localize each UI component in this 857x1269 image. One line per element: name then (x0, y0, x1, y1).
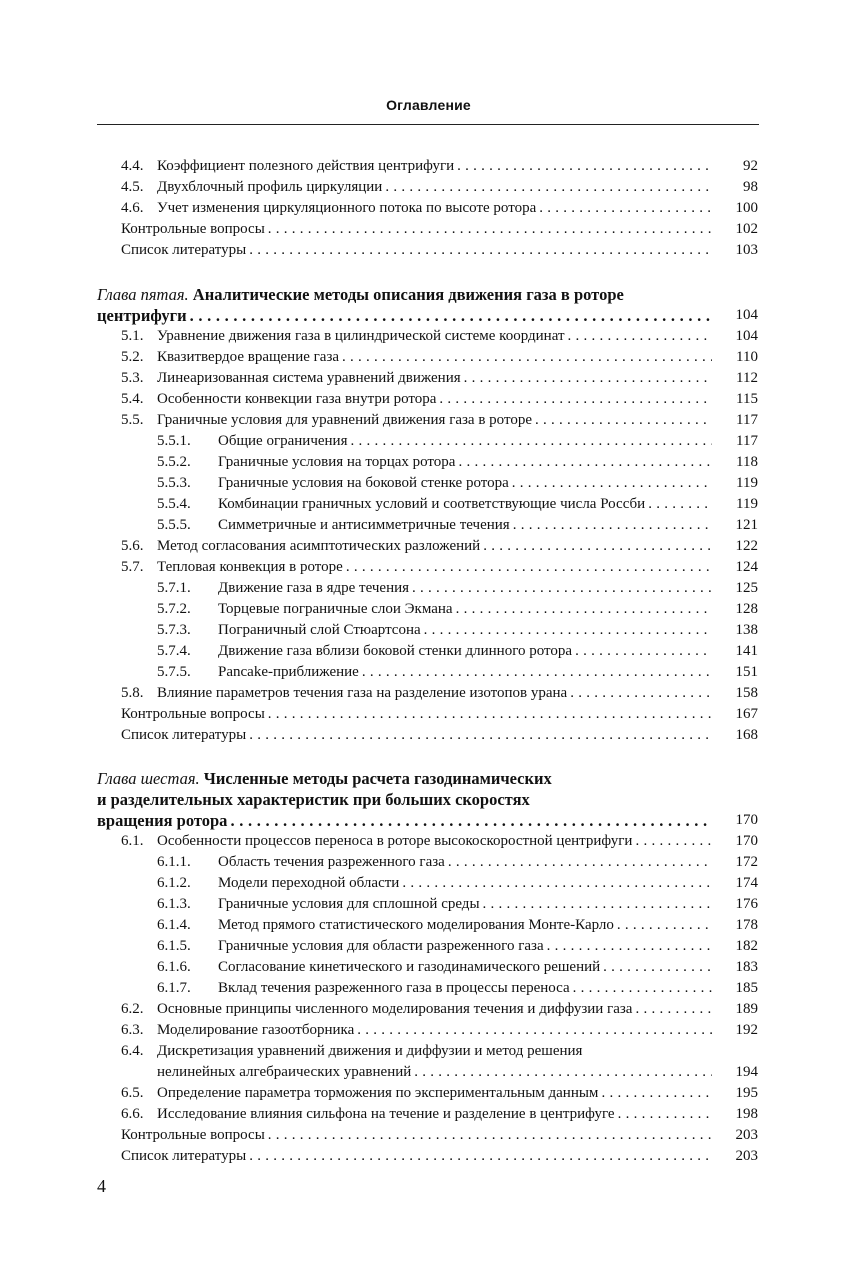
entry-title: Моделирование газоотборника (157, 1022, 355, 1038)
leader-dots (464, 368, 712, 389)
header-title: Оглавление (386, 97, 471, 113)
toc-entry-line (121, 536, 716, 557)
chapter-title-line (97, 789, 530, 810)
chapter-title: центрифуги (97, 306, 187, 325)
entry-page: 115 (736, 391, 758, 407)
entry-title: Исследование влияния сильфона на течение и разделение в центрифуге (157, 1106, 615, 1122)
entry-page: 117 (736, 433, 758, 449)
entry-number: 6.1.3. (157, 896, 191, 912)
entry-page: 172 (735, 854, 758, 870)
leader-dots (412, 578, 712, 599)
entry-page: 176 (735, 896, 758, 912)
entry-page: 103 (735, 242, 758, 258)
toc-entry-line (121, 831, 716, 852)
entry-number: 5.7.5. (157, 664, 191, 680)
entry-page: 110 (736, 349, 758, 365)
entry-page: 102 (735, 221, 758, 237)
toc-entry-line (157, 894, 716, 915)
leader-dots (439, 389, 712, 410)
entry-number: 5.5.1. (157, 433, 191, 449)
leader-dots (535, 410, 712, 431)
entry-page: 141 (735, 643, 758, 659)
leader-dots (357, 1020, 712, 1041)
entry-number: 5.5.5. (157, 517, 191, 533)
entry-page: 104 (735, 328, 758, 344)
chapter-title-line (97, 305, 716, 326)
entry-title: Область течения разреженного газа (218, 854, 445, 870)
leader-dots (618, 1104, 712, 1125)
entry-title: Общие ограничения (218, 433, 348, 449)
toc-entry-line (121, 368, 716, 389)
entry-title: Учет изменения циркуляционного потока по высоте ротора (157, 200, 537, 216)
entry-page: 203 (735, 1127, 758, 1143)
entry-page: 118 (736, 454, 758, 470)
chapter-title: Аналитические методы описания движения газа в роторе (192, 285, 624, 304)
leader-dots (448, 852, 712, 873)
leader-dots (249, 1146, 712, 1167)
toc-entry-line (157, 473, 716, 494)
toc-entry-line (121, 1020, 716, 1041)
entry-number: 5.7.1. (157, 580, 191, 596)
toc-entry-line (121, 1125, 716, 1146)
leader-dots (575, 641, 712, 662)
entry-number: 5.5.2. (157, 454, 191, 470)
toc-entry-line (157, 452, 716, 473)
entry-page: 170 (735, 833, 758, 849)
entry-page: 117 (736, 412, 758, 428)
leader-dots (362, 662, 712, 683)
leader-dots (601, 1083, 712, 1104)
chapter-title: вращения ротора (97, 811, 228, 830)
entry-number: 5.4. (121, 391, 144, 407)
entry-title: Граничные условия для сплошной среды (218, 896, 480, 912)
toc-entry-line (121, 1146, 716, 1167)
entry-title: Особенности конвекции газа внутри ротора (157, 391, 437, 407)
toc-entry-line (121, 326, 716, 347)
toc-entry-line (121, 389, 716, 410)
entry-title: Согласование кинетического и газодинамического решений (218, 959, 601, 975)
leader-dots (512, 473, 712, 494)
entry-number: 5.5. (121, 412, 144, 428)
entry-title: Граничные условия на торцах ротора (218, 454, 456, 470)
entry-page: 192 (735, 1022, 758, 1038)
leader-dots (635, 999, 712, 1020)
toc-entry-line (121, 1041, 716, 1062)
entry-title: Комбинации граничных условий и соответствующие числа Россби (218, 496, 646, 512)
chapter-title: и разделительных характеристик при больших скоростях (97, 790, 530, 809)
leader-dots (513, 515, 712, 536)
entry-page: 128 (735, 601, 758, 617)
toc-entry-line (157, 599, 716, 620)
entry-number: 5.3. (121, 370, 144, 386)
entry-title: Пограничный слой Стюартсона (218, 622, 421, 638)
leader-dots (190, 305, 712, 326)
toc-entry-line (157, 431, 716, 452)
toc-entry-line (121, 683, 716, 704)
leader-dots (249, 240, 712, 261)
entry-number: 4.5. (121, 179, 144, 195)
entry-number: 5.7.2. (157, 601, 191, 617)
toc-entry-line (157, 936, 716, 957)
entry-title: Определение параметра торможения по экспериментальным данным (157, 1085, 599, 1101)
entry-title: Список литературы (121, 727, 247, 743)
chapter-label: Глава пятая. (97, 285, 189, 304)
toc-entry-line (121, 1083, 716, 1104)
toc-entry-line (121, 219, 716, 240)
leader-dots (424, 620, 712, 641)
leader-dots (457, 156, 712, 177)
toc-entry-line (157, 1062, 716, 1083)
entry-title: Линеаризованная система уравнений движения (157, 370, 461, 386)
entry-number: 4.4. (121, 158, 144, 174)
chapter-page: 104 (735, 307, 758, 323)
entry-title: Квазитвердое вращение газа (157, 349, 340, 365)
toc-entry-line (121, 704, 716, 725)
entry-page: 100 (735, 200, 758, 216)
entry-title: Движение газа вблизи боковой стенки длинного ротора (218, 643, 573, 659)
leader-dots (648, 494, 712, 515)
toc-entry-line (121, 999, 716, 1020)
leader-dots (342, 347, 712, 368)
entry-title: Контрольные вопросы (121, 1127, 265, 1143)
entry-title: Контрольные вопросы (121, 221, 265, 237)
entry-title: Основные принципы численного моделирования течения и диффузии газа (157, 1001, 633, 1017)
entry-number: 5.7. (121, 559, 144, 575)
toc-entry-line (121, 240, 716, 261)
toc-entry-line (157, 978, 716, 999)
entry-number: 6.1.6. (157, 959, 191, 975)
entry-page: 158 (735, 685, 758, 701)
leader-dots (539, 198, 712, 219)
chapter-label: Глава шестая. (97, 769, 200, 788)
entry-title: Тепловая конвекция в роторе (157, 559, 343, 575)
chapter-title: Численные методы расчета газодинамических (203, 769, 552, 788)
entry-number: 6.6. (121, 1106, 144, 1122)
entry-title: Коэффициент полезного действия центрифуги (157, 158, 455, 174)
entry-title: Симметричные и антисимметричные течения (218, 517, 510, 533)
toc-entry-line (121, 1104, 716, 1125)
entry-number: 5.6. (121, 538, 144, 554)
entry-page: 198 (735, 1106, 758, 1122)
toc-entry-line (157, 641, 716, 662)
leader-dots (402, 873, 712, 894)
toc-entry-line (157, 957, 716, 978)
entry-page: 168 (735, 727, 758, 743)
entry-page: 138 (735, 622, 758, 638)
entry-title: Метод согласования асимптотических разложений (157, 538, 481, 554)
toc-entry-line (121, 198, 716, 219)
entry-number: 5.1. (121, 328, 144, 344)
entry-number: 6.3. (121, 1022, 144, 1038)
entry-title: Движение газа в ядре течения (218, 580, 410, 596)
entry-number: 6.2. (121, 1001, 144, 1017)
header-rule (97, 124, 759, 125)
entry-title: Дискретизация уравнений движения и диффузии и метод решения (157, 1043, 583, 1059)
entry-title: Контрольные вопросы (121, 706, 265, 722)
leader-dots (573, 978, 712, 999)
toc-entry-line (157, 620, 716, 641)
toc-entry-line (121, 725, 716, 746)
toc-entry-line (157, 852, 716, 873)
toc-entry-line (157, 662, 716, 683)
entry-title: Торцевые пограничные слои Экмана (218, 601, 453, 617)
toc-entry-line (157, 915, 716, 936)
leader-dots (268, 1125, 712, 1146)
entry-number: 5.5.3. (157, 475, 191, 491)
toc-entry-line (157, 515, 716, 536)
toc-entry-line (121, 347, 716, 368)
entry-page: 178 (735, 917, 758, 933)
leader-dots (414, 1062, 712, 1083)
entry-page: 185 (735, 980, 758, 996)
entry-page: 194 (735, 1064, 758, 1080)
entry-page: 122 (735, 538, 758, 554)
chapter-title-line (97, 768, 552, 789)
entry-page: 174 (735, 875, 758, 891)
leader-dots (456, 599, 712, 620)
leader-dots (458, 452, 712, 473)
toc-entry-line (157, 578, 716, 599)
chapter-page: 170 (735, 812, 758, 828)
page-number: 4 (97, 1176, 106, 1196)
entry-title: Список литературы (121, 242, 247, 258)
entry-title: Граничные условия для области разреженного газа (218, 938, 544, 954)
leader-dots (568, 326, 712, 347)
leader-dots (268, 704, 712, 725)
entry-page: 151 (735, 664, 758, 680)
entry-number: 6.1. (121, 833, 144, 849)
entry-page: 124 (735, 559, 758, 575)
toc-entry-line (121, 177, 716, 198)
toc-entry-line (121, 156, 716, 177)
toc-entry-line (157, 873, 716, 894)
leader-dots (385, 177, 712, 198)
entry-number: 6.1.2. (157, 875, 191, 891)
entry-number: 6.5. (121, 1085, 144, 1101)
entry-number: 5.8. (121, 685, 144, 701)
toc-entry-line (157, 494, 716, 515)
entry-number: 5.2. (121, 349, 144, 365)
leader-dots (350, 431, 712, 452)
entry-title: Модели переходной области (218, 875, 400, 891)
leader-dots (346, 557, 712, 578)
chapter-title-line (97, 284, 624, 305)
entry-page: 119 (736, 496, 758, 512)
entry-number: 6.1.1. (157, 854, 191, 870)
entry-title: Метод прямого статистического моделирования Монте-Карло (218, 917, 614, 933)
entry-page: 125 (735, 580, 758, 596)
leader-dots (230, 810, 712, 831)
entry-number: 6.1.4. (157, 917, 191, 933)
entry-title: Влияние параметров течения газа на разделение изотопов урана (157, 685, 568, 701)
entry-number: 6.1.5. (157, 938, 191, 954)
entry-number: 4.6. (121, 200, 144, 216)
leader-dots (547, 936, 712, 957)
entry-title: Уравнение движения газа в цилиндрической системе координат (157, 328, 565, 344)
entry-page: 119 (736, 475, 758, 491)
entry-page: 92 (743, 158, 758, 174)
entry-page: 121 (735, 517, 758, 533)
entry-title: Особенности процессов переноса в роторе высокоскоростной центрифуги (157, 833, 633, 849)
entry-title: Двухблочный профиль циркуляции (157, 179, 383, 195)
toc-entry-line (121, 557, 716, 578)
entry-number: 6.4. (121, 1043, 144, 1059)
chapter-title-line (97, 810, 716, 831)
entry-page: 189 (735, 1001, 758, 1017)
leader-dots (603, 957, 712, 978)
entry-page: 182 (735, 938, 758, 954)
leader-dots (483, 536, 712, 557)
entry-title: Граничные условия для уравнений движения газа в роторе (157, 412, 532, 428)
entry-number: 5.7.4. (157, 643, 191, 659)
entry-page: 98 (743, 179, 758, 195)
leader-dots (483, 894, 712, 915)
toc-entry-line (121, 410, 716, 431)
entry-title: Список литературы (121, 1148, 247, 1164)
entry-title: Граничные условия на боковой стенке ротора (218, 475, 509, 491)
entry-number: 5.7.3. (157, 622, 191, 638)
leader-dots (635, 831, 712, 852)
leader-dots (617, 915, 712, 936)
leader-dots (268, 219, 712, 240)
entry-page: 112 (736, 370, 758, 386)
entry-number: 6.1.7. (157, 980, 191, 996)
entry-title: Вклад течения разреженного газа в процессы переноса (218, 980, 570, 996)
entry-title: Pancake-приближение (218, 664, 359, 680)
entry-number: 5.5.4. (157, 496, 191, 512)
leader-dots (249, 725, 712, 746)
entry-page: 203 (735, 1148, 758, 1164)
entry-title-continued: нелинейных алгебраических уравнений (157, 1064, 412, 1080)
entry-page: 183 (735, 959, 758, 975)
entry-page: 195 (735, 1085, 758, 1101)
entry-page: 167 (735, 706, 758, 722)
leader-dots (570, 683, 712, 704)
